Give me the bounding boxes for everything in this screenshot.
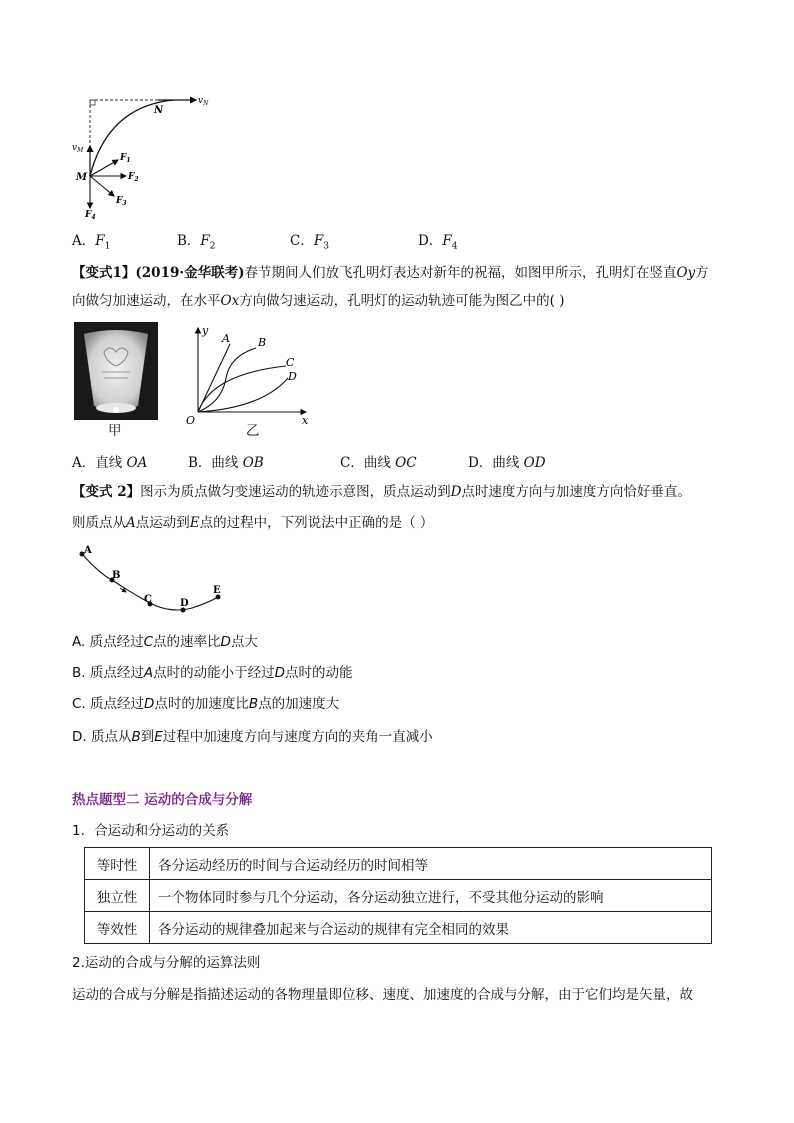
point-E: E	[213, 585, 221, 596]
v1-option-c[interactable]: C．曲线 OC	[340, 455, 417, 471]
v1-option-d[interactable]: D．曲线 OD	[468, 455, 546, 471]
section-item-1: 1．合运动和分运动的关系	[72, 823, 230, 839]
table-row	[85, 912, 712, 944]
q1-option-d[interactable]: D．$F_4$	[418, 233, 458, 252]
section-title: 热点题型二 运动的合成与分解	[72, 792, 253, 808]
point-B: B	[112, 570, 121, 581]
v1-option-b[interactable]: B．曲线 OB	[188, 455, 264, 471]
section-item-2: 2.运动的合成与分解的运算法则	[72, 955, 261, 971]
lantern-photo	[74, 322, 158, 420]
caption-jia: 甲	[108, 423, 122, 439]
v1-option-a[interactable]: A．直线 OA	[72, 455, 148, 471]
table-value: 各分运动的规律叠加起来与合运动的规律有完全相同的效果	[150, 912, 712, 944]
point-C: C	[144, 594, 152, 605]
q1-option-c[interactable]: C．$F_3$	[290, 233, 329, 252]
label-C: C	[286, 356, 295, 369]
label-A: A	[222, 332, 230, 345]
v2-option-d[interactable]: D. 质点从B到E过程中加速度方向与速度方向的夹角一直减小	[72, 729, 433, 745]
variant1-line1: 【变式1】(2019·金华联考)春节期间人们放飞孔明灯表达对新年的祝福，如图甲所示，孔明灯在竖直Oy方	[72, 265, 709, 281]
section-paragraph: 运动的合成与分解是指描述运动的各物理量即位移、速度、加速度的合成与分解，由于它们均是矢量，故	[72, 987, 693, 1003]
label-B: B	[258, 336, 267, 349]
motion-relationship-table	[84, 847, 712, 944]
v2-option-c[interactable]: C. 质点经过D点时的加速度比B点的加速度大	[72, 696, 340, 712]
trajectory-diagram	[182, 322, 314, 430]
label-x: x	[302, 414, 309, 427]
label-N: N	[154, 105, 164, 116]
variant2-line2: 则质点从A点运动到E点的过程中，下列说法中正确的是（ ）	[72, 515, 434, 531]
table-row	[85, 880, 712, 912]
label-vN: $v_N$	[198, 96, 209, 107]
label-M: M	[76, 172, 88, 183]
force-diagram	[70, 90, 230, 220]
label-F4: $F_4$	[85, 210, 96, 220]
table-key: 等效性	[85, 912, 150, 944]
point-trajectory-diagram	[70, 540, 235, 616]
label-F2: $F_2$	[128, 172, 139, 183]
caption-yi: 乙	[246, 423, 260, 439]
label-y: y	[202, 324, 209, 337]
variant1-line2: 向做匀加速运动，在水平Ox方向做匀速运动，孔明灯的运动轨迹可能为图乙中的( )	[72, 293, 565, 309]
label-vM: $v_M$	[72, 143, 84, 154]
table-key: 等时性	[85, 848, 150, 880]
table-value: 各分运动经历的时间与合运动经历的时间相等	[150, 848, 712, 880]
table-key: 独立性	[85, 880, 150, 912]
label-O: O	[186, 414, 196, 427]
table-row	[85, 848, 712, 880]
table-value: 一个物体同时参与几个分运动，各分运动独立进行，不受其他分运动的影响	[150, 880, 712, 912]
label-D: D	[288, 370, 297, 383]
label-F3: $F_3$	[116, 196, 127, 207]
v2-option-b[interactable]: B. 质点经过A点时的动能小于经过D点时的动能	[72, 665, 353, 681]
point-A: A	[84, 545, 92, 556]
q1-option-a[interactable]: A．$F_1$	[72, 233, 111, 252]
v2-option-a[interactable]: A. 质点经过C点的速率比D点大	[72, 634, 258, 650]
point-D: D	[180, 598, 189, 609]
label-F1: $F_1$	[120, 153, 131, 164]
q1-option-b[interactable]: B．$F_2$	[177, 233, 216, 252]
variant2-line1: 【变式 2】图示为质点做匀变速运动的轨迹示意图，质点运动到D点时速度方向与加速度方向恰好垂直。	[72, 484, 691, 500]
